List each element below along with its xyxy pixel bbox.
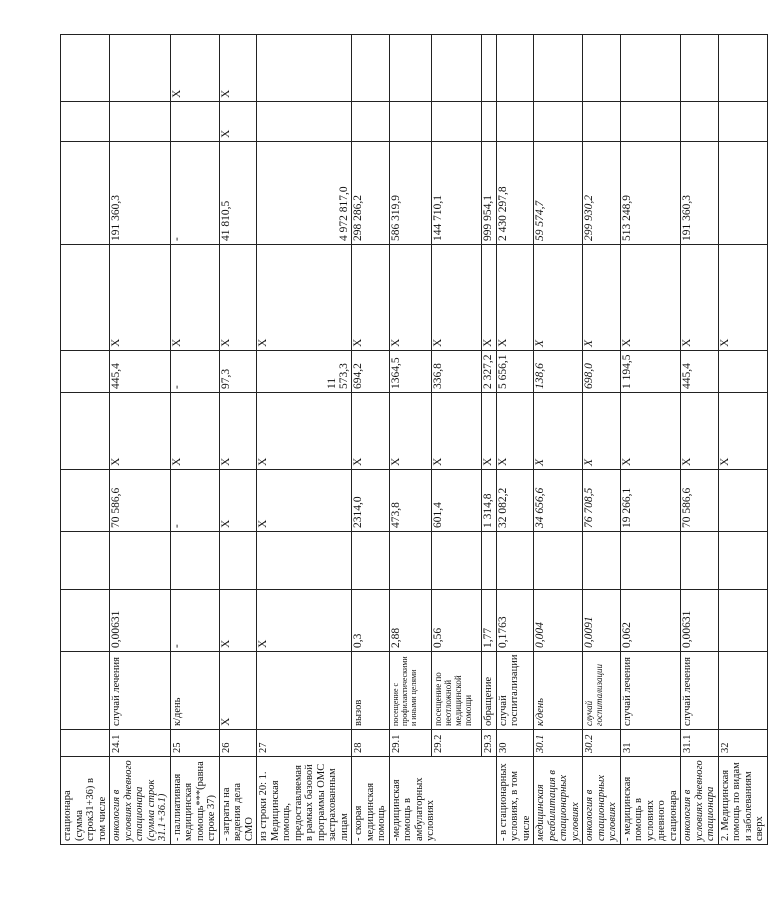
row-unit: к/день [170, 652, 219, 730]
cell-value: Х [431, 393, 481, 470]
cell-value: 5 656,1 [496, 351, 534, 393]
cell-value: 0,00631 [110, 590, 171, 652]
cell-value: 97,3 [219, 351, 257, 393]
cell-value: Х [496, 245, 534, 351]
cell-value: 19 266,1 [620, 470, 681, 532]
cell-blank [110, 532, 171, 590]
cell-value: 1,77 [481, 590, 496, 652]
row-name: онкология в стационарных условиях [583, 757, 621, 845]
row-name: - в стационарных условиях, в том числе [496, 757, 534, 845]
row-number: 31.1 [681, 730, 719, 757]
table-row [496, 35, 534, 845]
cell-value: 138,6 [534, 351, 583, 393]
cell-value: Х [534, 245, 583, 351]
table-row [257, 35, 352, 845]
cell-value: Х [110, 245, 171, 351]
cell-value: - [170, 351, 219, 393]
cell-value: Х [389, 393, 431, 470]
table-row [534, 35, 583, 845]
row-number: 29.3 [481, 730, 496, 757]
cell-value: 11 573,3 [257, 351, 352, 393]
cell-value: 445,4 [110, 351, 171, 393]
cell-value: 70 586,6 [110, 470, 171, 532]
row-name: онкология в условиях дневного стационара [681, 757, 719, 845]
cell-value: Х [219, 393, 257, 470]
row-number: 28 [352, 730, 390, 757]
cell-value: 298 286,2 [352, 142, 390, 245]
financing-table [60, 34, 768, 845]
row-number: 30.1 [534, 730, 583, 757]
cell-value: 601,4 [431, 470, 481, 532]
cell-value: Х [681, 393, 719, 470]
cell-value: 999 954,1 [481, 142, 496, 245]
cell-value: 473,8 [389, 470, 431, 532]
rotated-table-container [60, 35, 765, 845]
row-name: онкология в условиях дневного стационара (сумма строк 31.1+36.1) [110, 757, 171, 845]
row-name: 2. Медицинская помощь по видам и заболеваниям сверх [718, 757, 767, 845]
row-unit: случай лечения [620, 652, 681, 730]
cell-value: 694,2 [352, 351, 390, 393]
row-unit: посещение с профилактическими и иными целями [389, 652, 431, 730]
cell-value: Х [257, 470, 352, 532]
cell-value: Х [481, 245, 496, 351]
cell-value: Х [257, 590, 352, 652]
row-name: - медицинская помощь в условиях дневного стационара [620, 757, 681, 845]
row-name: стационара (сумма строк31+36) в том числе [61, 757, 110, 845]
cell-value: 2314,0 [352, 470, 390, 532]
cell-value: Х [170, 393, 219, 470]
row-unit: вызов [352, 652, 390, 730]
cell-value: 0,56 [431, 590, 481, 652]
cell-value: Х [219, 245, 257, 351]
cell-value: 191 360,3 [110, 142, 171, 245]
cell-value: Х [257, 245, 352, 351]
cell-value: Х [170, 245, 219, 351]
row-number: 30.2 [583, 730, 621, 757]
table-row [718, 35, 767, 845]
cell-value: Х [110, 393, 171, 470]
row-name: -медицинская помощь в амбулаторных условиях [389, 757, 496, 845]
row-name: - паллиативная медицинская помощь***(равна строке 37) [170, 757, 219, 845]
row-unit: к/день [534, 652, 583, 730]
cell-value: 336,8 [431, 351, 481, 393]
table-row [583, 35, 621, 845]
cell-value: - [170, 142, 219, 245]
cell-value: Х [534, 393, 583, 470]
cell-value: Х [496, 393, 534, 470]
row-unit: случай госпитализации [583, 652, 621, 730]
cell-value: 70 586,6 [681, 470, 719, 532]
cell-value: 445,4 [681, 351, 719, 393]
table-row [352, 35, 390, 845]
cell-value: 0,1763 [496, 590, 534, 652]
table-row [110, 35, 171, 845]
cell-value: Х [620, 245, 681, 351]
cell-value: 41 810,5 [219, 142, 257, 245]
row-name: медицинская реабилитация в стационарных условиях [534, 757, 583, 845]
table-row [620, 35, 681, 845]
row-number: 30 [496, 730, 534, 757]
cell-value: Х [389, 245, 431, 351]
table-row [481, 35, 496, 845]
cell-value: 32 082,2 [496, 470, 534, 532]
table-row [389, 35, 431, 845]
row-unit: случай госпитализации [496, 652, 534, 730]
cell-value: Х [219, 652, 257, 730]
cell-value: 144 710,1 [431, 142, 481, 245]
cell-value: 2,88 [389, 590, 431, 652]
cell-value: 0,3 [352, 590, 390, 652]
cell-value: 513 248,9 [620, 142, 681, 245]
cell-value: 59 574,7 [534, 142, 583, 245]
cell-value: Х [583, 393, 621, 470]
cell-value: Х [681, 245, 719, 351]
table-row [61, 35, 110, 845]
cell-value: Х [620, 393, 681, 470]
cell-value: 76 708,5 [583, 470, 621, 532]
cell-value: 1364,5 [389, 351, 431, 393]
cell-value: 698,0 [583, 351, 621, 393]
cell-value: Х [431, 245, 481, 351]
cell-value: Х [481, 393, 496, 470]
cell-value: Х [718, 245, 767, 351]
cell-value: Х [583, 245, 621, 351]
cell-value: Х [352, 393, 390, 470]
cell-value: - [170, 470, 219, 532]
cell-value: Х [257, 393, 352, 470]
cell-value: 1 314,8 [481, 470, 496, 532]
table-row [431, 35, 481, 845]
cell-value: 0,0091 [583, 590, 621, 652]
row-number: 32 [718, 730, 767, 757]
cell-value: - [170, 590, 219, 652]
row-name: из строки 20: 1. Медицинская помощь, предоставляемая в рамках базовой программы ОМС застрахованным лицам [257, 757, 352, 845]
table-row [170, 35, 219, 845]
row-number: 29.1 [389, 730, 431, 757]
page-frame [60, 35, 765, 845]
cell-value: Х [170, 35, 219, 102]
cell-value: Х [219, 102, 257, 142]
cell-value: 586 319,9 [389, 142, 431, 245]
cell-value: 0,00631 [681, 590, 719, 652]
cell-value: 1 194,5 [620, 351, 681, 393]
cell-value: Х [718, 393, 767, 470]
cell-value: 0,004 [534, 590, 583, 652]
cell-value: 2 327,2 [481, 351, 496, 393]
row-unit: обращение [481, 652, 496, 730]
row-number: 24.1 [110, 730, 171, 757]
cell-value: Х [219, 35, 257, 102]
cell-value: 34 656,6 [534, 470, 583, 532]
row-name: - скорая медицинская помощь [352, 757, 390, 845]
row-name: - затраты на ведения дела СМО [219, 757, 257, 845]
row-number: 25 [170, 730, 219, 757]
row-number: 31 [620, 730, 681, 757]
cell-value: Х [219, 470, 257, 532]
cell-value: 0,062 [620, 590, 681, 652]
cell-value: Х [219, 590, 257, 652]
row-number: 26 [219, 730, 257, 757]
row-number: 29.2 [431, 730, 481, 757]
cell-value: 299 930,2 [583, 142, 621, 245]
table-row [681, 35, 719, 845]
row-unit: случай лечения [110, 652, 171, 730]
row-unit: посещение по неотложной медицинской помощи [431, 652, 481, 730]
row-unit: случай лечения [681, 652, 719, 730]
row-number: 27 [257, 730, 352, 757]
table-row [219, 35, 257, 845]
cell-value: 191 360,3 [681, 142, 719, 245]
cell-value: 4 972 817,0 [257, 142, 352, 245]
cell-value: 2 430 297,8 [496, 142, 534, 245]
cell-value: Х [352, 245, 390, 351]
